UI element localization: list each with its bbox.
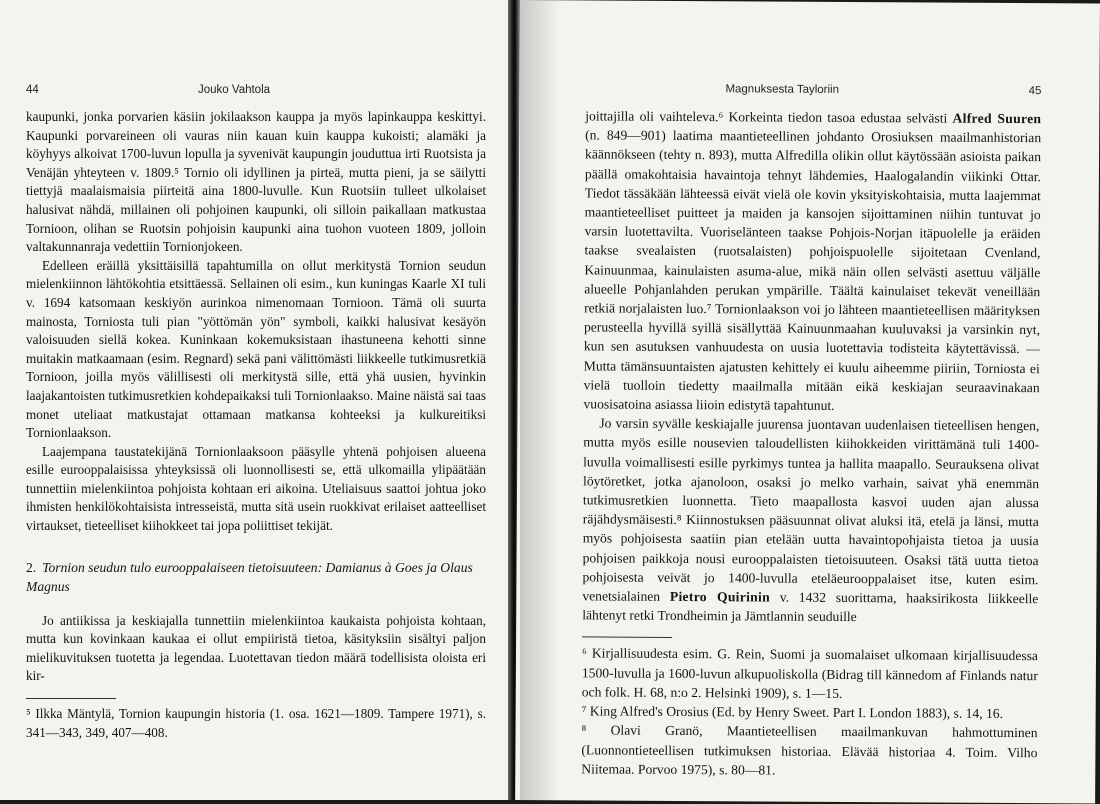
paragraph: Jo antiikissa ja keskiajalla tunnettiin mielenkiintoa kaukaista pohjoista kohtaan, mutta kun kovinkaan kaukaa ei ollut empiiristä tietoa, käsityksiin sisältyi paljon mielikuvituksen tuotetta ja legendaa. Luotettavan tiedon määrä todellisista oloista eri kir- — [26, 612, 486, 684]
left-page-body — [26, 108, 486, 742]
paragraph: Laajempana taustatekijänä Tornionlaaksoon pääsylle yhtenä pohjoisen alueena esille eurooppalaisissa yhteyksissä oli luonnollisesti se, että ulkomailla ylipäätään tunnettiin mielenkiintoa pohjoista kohtaan eri aikoina. Uteliaisuus saattoi johtua joko ihmisten henkilökohtaisista intresseistä, mutta sitä usein ruokkivat erilaiset aatteelliset virtaukset, tieteelliset kiihokkeet tai jopa poliittiset tekijät. — [26, 443, 486, 534]
footnote: ⁶ Kirjallisuudesta esim. G. Rein, Suomi ja suomalaiset ulkomaan kirjallisuudessa 1500-luvulla ja 1600-luvun alkupuoliskolla (Bidrag till kännedom af Finlands natur och folk. H. 68, n:o 2. Helsinki 1909), s. 1—15. — [581, 645, 1039, 701]
paragraph-text: (n. 849—901) laatima maantieteellinen johdanto Orosiuksen maailmanhistorian käännökseen (tehty n. 893), mutta Alfredilla olikin ollut käytössään asioista paikan päällä omakohtaisia havaintoja tehnyt lähdemies, Haalogalandin viikinki Ottar. Tiedot tässäkään lähteessä eivät vielä ole kovin yksityiskohtaisia, mutta laajemmat maantieteelliset puitteet ja maiden ja kansojen sijoittaminen niihin tuntuvat jo varsin luotettavilta. Vuoriselänteen taakse Pohjois-Norjan itäpuolelle ja eräiden taakse svealaisten (ruotsalaisten) pohjoispuolelle sijoitetaan Cvenland, Kainuunmaa, kainulaisten asuma-alue, mikä näin ollen selvästi asettuu väljälle alueelle Pohjanlahden perukan ympärille. Täältä kainulaiset tekevät veneillään retkiä norjalaisten luo.⁷ Tornionlaakson voi jo lähteen maantieteellisen määrityksen perusteella hyvillä syillä sisällyttää Kainuunmaahan kuuluvaksi ja varsinkin nyt, kun sen asutuksen vanhuudesta on uusia luotettavia todisteita käytettävissä. — Mutta tämänsuuntaisten ajatusten kehittely ei kuulu aiheemme piiriin, Torniosta ei vielä tuolloin tiedetty maailmalla mitään eikä keskiajan seuraavinakaan vuosisatoina asiassa liioin edistytä tapahtunut. — [583, 127, 1042, 413]
footnote: ⁵ Ilkka Mäntylä, Tornion kaupungin historia (1. osa. 1621—1809. Tampere 1971), s. 341—343, 349, 407—408. — [26, 706, 486, 740]
bold-name: Alfred Suuren — [952, 110, 1042, 127]
paragraph: kaupunki, jonka porvarien käsiin jokilaakson kauppa ja myös lapinkauppa keskittyi. Kaupunki porvareineen oli vauras niin kauan kuin kauppa kukoisti; alamäki ja köyhyys alkoivat 1700-luvun lopulla ja syvenivät kaupungin jouduttua irti Ruotsista ja Venäjän yhteyteen v. 1809.⁵ Tornio oli idyllinen ja pirteä, mutta pieni, ja se säilytti tiettyjä maalaismaisia piirteitä aina 1800-luvulle. Kun Ruotsiin tulleet ulkolaiset halusivat nähdä, millainen oli pohjoinen kaupunki, oli silloin paikallaan matkustaa Tornioon, olihan se Ruotsin pohjoisin kaupunki aina tuohon vuoteen 1809, jolloin valtakunnanraja vedettiin Tornionjokeen. — [26, 109, 486, 255]
footnote-rule — [582, 637, 672, 639]
paragraph: Edelleen eräillä yksittäisillä tapahtumilla on ollut merkitystä Tornion seudun mielenkiinnon lähtökohtia etsittäessä. Sellainen oli esim., kun kuningas Kaarle XI tuli v. 1694 katsomaan keskiyön aurinkoa nimenomaan Tornioon. Tämä oli suurta mainosta, Torniosta tuli pian "yöttömän yön" symboli, kaikki halusivat kesäyön valoisuuden siellä kokea. Kuninkaan kokemuksistaan ihastuneena kehotti sinne muitakin matkaamaan (esim. Regnard) sekä pani välittömästi liikkeelle tutkimusretkiä Tornioon, joilla myös välillisesti oli merkitystä sille, että yhä uusien, hyvinkin laajakantoisten tutkimusretkien kohdepaikaksi tuli Tornionlaakso. Maine näistä sai taas monet uteliaat matkustajat ottamaan matkansa kohteeksi ja kulkureitiksi Tornionlaakson. — [26, 257, 486, 441]
bold-name: Pietro Quirinin — [669, 589, 771, 605]
footnote: ⁸ Olavi Granö, Maantieteellisen maailmankuvan hahmottuminen (Luonnontieteellisen tutkimuksen historiaa. Elävää historiaa 4. Toim. Vilho Niitemaa. Porvoo 1975), s. 80—81. — [581, 722, 1038, 778]
footnote: ⁷ King Alfred's Orosius (Ed. by Henry Sweet. Part I. London 1883), s. 14, 16. — [581, 703, 1004, 722]
footnote-rule — [26, 698, 116, 699]
paragraph — [583, 106, 1041, 416]
left-page-header — [26, 84, 486, 108]
paragraph-text: Jo varsin syvälle keskiajalle juurensa juontavan uudenlaisen tieteellisen hengen, mutta myös esille nousevien taloudellisten kiihokkeiden virittämänä tuli 1400-luvulla voimallisesti esille pyrkimys tuntea ja hallita maapallo. Seurauksena olivat löytöretket, jotka ajanoloon, osaksi jo melko varhain, saivat yhä enemmän tutkimusretkien luonnetta. Tieto maapallosta kasvoi uuden ajan alussa räjähdysmäisesti.⁸ Kiinnostuksen pääsuunnat olivat aluksi itä, etelä ja länsi, mutta myös pohjoisesta saatiin pian etelään uutta havaintopohjaista tietoa ja uusia pohjoisen paikkoja nousi eurooppalaisten tietoisuuteen. Osaksi tätä uutta tietoa pohjoisesta veivät jo 1400-luvulla eteläeurooppalaiset itse, kuten esim. venetsialainen — [582, 415, 1040, 604]
paragraph-text: v. 1432 suorittama, haaksirikosta liikkeelle lähtenyt retki Trondheimin ja Jämtlannin seuduille — [582, 589, 1039, 625]
paragraph-text: joittajilla oli vaihteleva.⁶ Korkeinta tiedon tasoa edustaa selvästi — [585, 108, 948, 126]
running-head-title: Magnuksesta Tayloriin — [725, 83, 840, 96]
right-page-body — [581, 106, 1041, 781]
page-number: 45 — [1028, 85, 1042, 98]
right-page — [515, 0, 1100, 804]
page-number: 44 — [26, 84, 39, 96]
section-number: 2. — [26, 559, 37, 575]
paragraph — [582, 414, 1039, 628]
section-heading — [26, 558, 486, 596]
section-title: Tornion seudun tulo eurooppalaiseen tietoisuuteen: Damianus à Goes ja Olaus Magnus — [26, 559, 473, 594]
right-page-header — [585, 82, 1041, 109]
running-head-author: Jouko Vahtola — [198, 84, 271, 96]
left-page — [0, 0, 508, 800]
